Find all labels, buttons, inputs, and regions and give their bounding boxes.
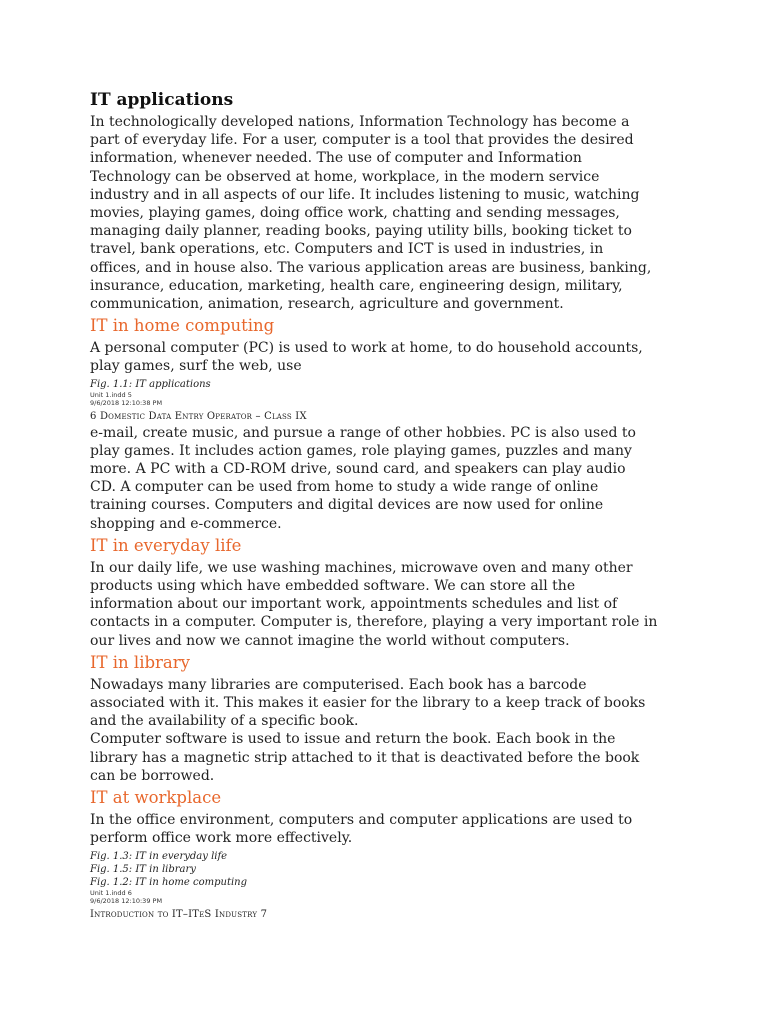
paragraph-home: A personal computer (PC) is used to work at home, to do household accounts, play games, surf the web, use (90, 340, 643, 375)
heading-library: IT in library (90, 652, 190, 672)
paragraph-workplace: In the office environment, computers and computer applications are used to perform office work more effectively. (90, 812, 633, 847)
page-footer: Introduction to IT–ITeS Industry 7 (90, 908, 268, 920)
heading-workplace: IT at workplace (90, 788, 222, 808)
print-meta-file: Unit 1.indd 6 (90, 888, 132, 897)
heading-home-computing: IT in home computing (90, 316, 275, 336)
figure-caption-1-1: Fig. 1.1: IT applications (90, 378, 211, 390)
page-footer: 6 Domestic Data Entry Operator – Class IX (90, 410, 307, 422)
print-meta-date: 9/6/2018 12:10:38 PM (90, 398, 163, 407)
paragraph-intro: In technologically developed nations, Information Technology has become a part of everyday life. For a user, computer is a tool that provides the desired information, whenever needed. The use of computer and Information Technology can be observed at home, workplace, in the modern service industry and in all aspects of our life. It includes listening to music, watching movies, playing games, doing office work, chatting and sending messages, managing daily planner, reading books, paying utility bills, booking ticket to travel, bank operations, etc. Computers and ICT is used in industries, in offices, and in house also. The various application areas are business, banking, insurance, education, marketing, health care, engineering design, military, communication, animation, research, agriculture and government. (90, 114, 652, 313)
paragraph-library-1: Nowadays many libraries are computerised. Each book has a barcode associated with it. This makes it easier for the library to a keep track of books and the availability of a specific book. (90, 676, 646, 730)
document-page (90, 88, 690, 922)
print-meta-date: 9/6/2018 12:10:39 PM (90, 896, 163, 905)
paragraph-library-2: Computer software is used to issue and return the book. Each book in the library has a magnetic strip attached to it that is deactivated before the book can be borrowed. (90, 731, 640, 784)
paragraph-home-continued: e-mail, create music, and pursue a range of other hobbies. PC is also used to play games. It includes action games, role playing games, puzzles and many more. A PC with a CD-ROM drive, sound card, and speakers can play audio CD. A computer can be used from home to study a wide range of online training courses. Computers and digital devices are now used for online shopping and e-commerce. (90, 424, 636, 532)
heading-everyday-life: IT in everyday life (90, 535, 242, 555)
paragraph-everyday: In our daily life, we use washing machines, microwave oven and many other products using which have embedded software. We can store all the information about our important work, appointments schedules and list of contacts in a computer. Computer is, therefore, playing a very important role in our lives and now we cannot imagine the world without computers. (90, 559, 658, 649)
figure-caption-1-3: Fig. 1.3: IT in everyday life (90, 850, 228, 862)
figure-caption-1-5: Fig. 1.5: IT in library (90, 863, 196, 875)
heading-it-applications: IT applications (90, 90, 234, 110)
print-meta-file: Unit 1.indd 5 (90, 390, 132, 399)
figure-caption-1-2: Fig. 1.2: IT in home computing (90, 876, 248, 888)
